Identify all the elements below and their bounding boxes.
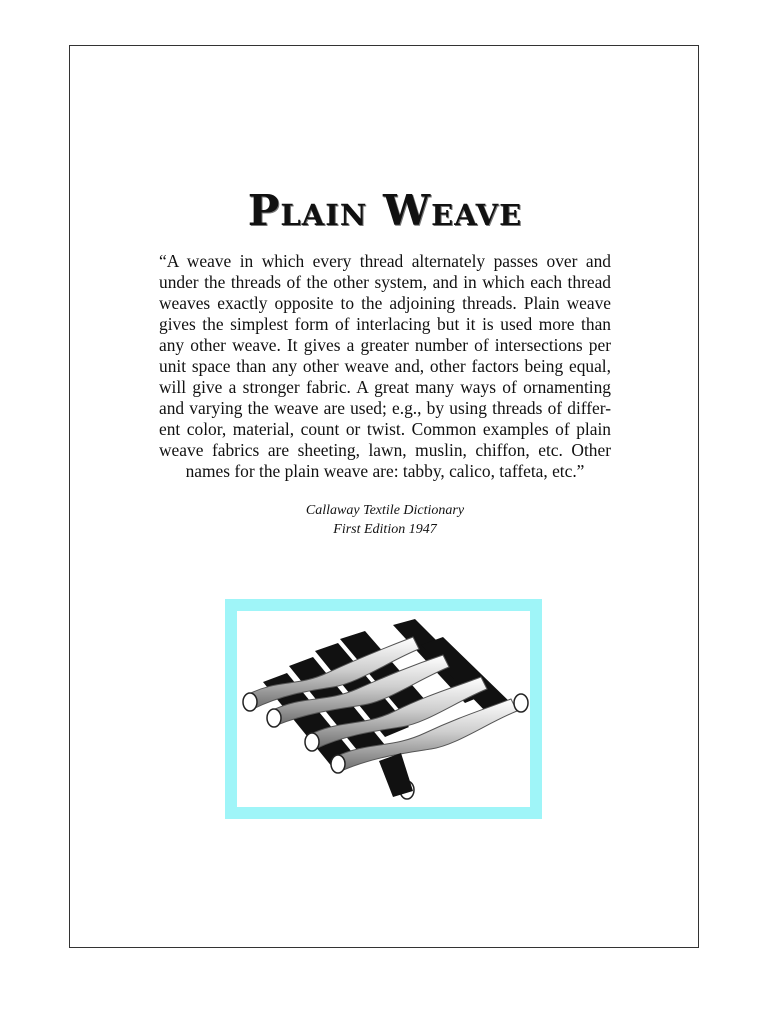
weave-figure [237,611,530,807]
weave-figure-frame [225,599,542,819]
citation [70,501,700,539]
citation-source: Callaway Textile Dictionary [305,503,465,518]
definition-quote: “A weave in which every thread alternately passes over and under the threads of the other system, and in which each thread weaves exactly opposite to the adjoining threads. Plain weave gives the simplest form of interlacing but it is used more than any other weave. It gives a greater number of intersections per unit space than any other weave and, other factors being equal, will give a stronger fabric. A great many ways of ornamenting and varying the weave are used; e.g., by using threads of differ-ent color, material, count or twist. Common examples of plain weave fabrics are sheeting, lawn, muslin, chiffon, etc. Other names for the plain weave are: tabby, calico, taffeta, etc.” [159,251,611,481]
citation-edition: First Edition 1947 [333,522,437,537]
plain-weave-illustration [237,611,530,807]
page-frame [69,45,699,948]
page-title: Plain Weave [247,186,523,235]
